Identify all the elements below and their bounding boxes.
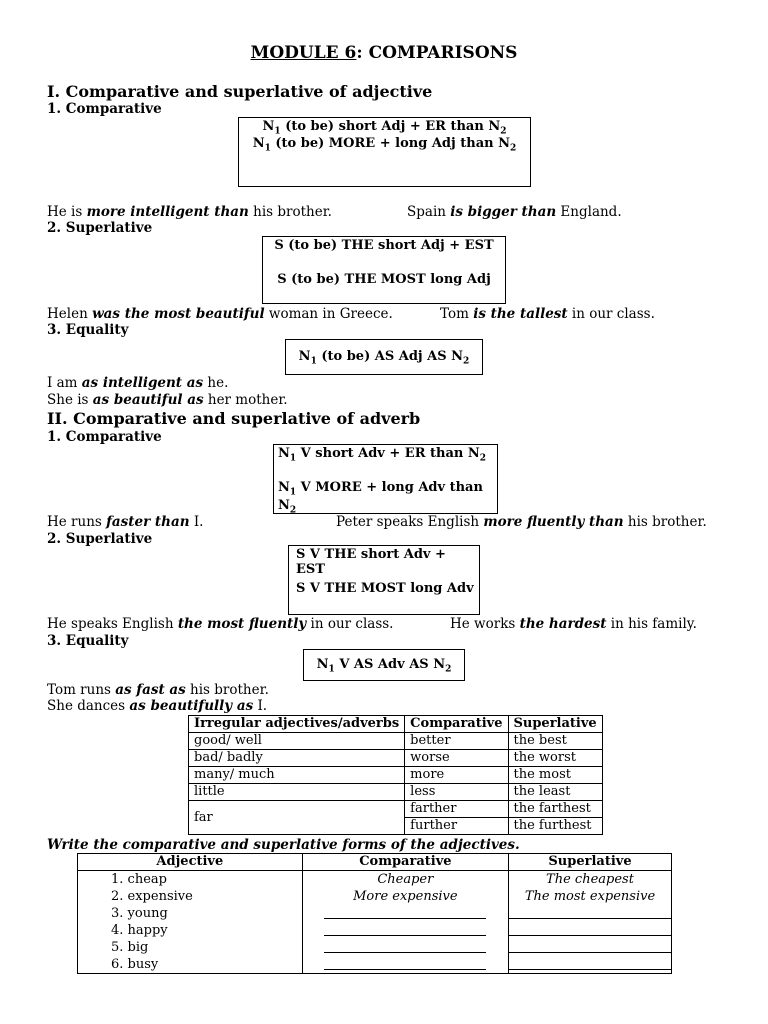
answer-blank[interactable] [509, 922, 671, 936]
answer-text: The most expensive [524, 889, 656, 904]
formula-line: $N_1$ V MORE + long Adv than $N_2$ [278, 480, 483, 516]
s2-superlative-heading: 2. Superlative [47, 531, 153, 547]
table-cell: the best [508, 733, 602, 750]
title-rest: : COMPARISONS [356, 43, 518, 63]
table-cell: further [405, 818, 508, 835]
formula-line: S (to be) THE short Adj + EST [274, 238, 494, 253]
table-cell: many/ much [189, 767, 405, 784]
answer-blank[interactable] [324, 905, 486, 919]
table-cell: good/ well [189, 733, 405, 750]
s1-superlative-formula-box [262, 236, 506, 304]
list-item: 1. cheap [111, 872, 167, 887]
s1-equality-formula-box [285, 339, 483, 375]
table-cell: better [405, 733, 508, 750]
formula-line: $N_1$ (to be) MORE + long Adj than $N_2$ [252, 136, 517, 154]
answer-blank[interactable] [324, 956, 486, 970]
section1-heading: I. Comparative and superlative of adjective [47, 82, 433, 101]
list-item: 2. expensive [111, 889, 193, 904]
answer-blank[interactable] [509, 905, 671, 919]
s1-comparative-formula-box [238, 117, 531, 187]
answer-text: The cheapest [546, 872, 634, 887]
example-sentence: Tom is the tallest in our class. [440, 306, 655, 322]
column-header: Irregular adjectives/adverbs [189, 716, 405, 733]
s2-superlative-formula-box [288, 545, 480, 615]
s2-equality-formula-box [303, 649, 465, 681]
list-item: 4. happy [111, 923, 168, 938]
example-sentence: He is more intelligent than his brother. [47, 204, 332, 220]
table-row [189, 767, 603, 784]
s2-equality-heading: 3. Equality [47, 633, 129, 649]
table-cell: the worst [508, 750, 602, 767]
example-sentence: I am as intelligent as he. [47, 375, 229, 391]
example-sentence: Helen was the most beautiful woman in Greece. [47, 306, 393, 322]
irregular-forms-table [188, 715, 603, 835]
formula-line: $N_1$ V short Adv + ER than $N_2$ [278, 446, 487, 464]
list-item: 6. busy [111, 957, 159, 972]
example-sentence: He speaks English the most fluently in our class. [47, 616, 394, 632]
example-sentence: Peter speaks English more fluently than his brother. [336, 514, 707, 530]
s1-superlative-heading: 2. Superlative [47, 220, 153, 236]
table-header-row [78, 854, 672, 871]
exercise-table [77, 853, 672, 974]
comparative-answers [302, 871, 508, 974]
column-header: Superlative [508, 716, 602, 733]
list-item: 3. young [111, 906, 168, 921]
formula-line: $N_1$ V AS Adv AS $N_2$ [316, 657, 452, 675]
table-row [78, 871, 672, 974]
s2-comparative-formula-box [273, 444, 498, 514]
table-cell: far [189, 801, 405, 835]
adjective-list [78, 871, 303, 974]
formula-line: $N_1$ (to be) short Adj + ER than $N_2$ [262, 119, 507, 137]
example-sentence: Tom runs as fast as his brother. [47, 682, 269, 698]
answer-blank[interactable] [509, 939, 671, 953]
example-sentence: He runs faster than I. [47, 514, 204, 530]
example-sentence: She dances as beautifully as I. [47, 698, 268, 714]
table-cell: the least [508, 784, 602, 801]
table-row [189, 801, 603, 818]
column-header: Comparative [302, 854, 508, 871]
table-row [189, 784, 603, 801]
section2-heading: II. Comparative and superlative of adverb [47, 409, 421, 428]
table-cell: the farthest [508, 801, 602, 818]
column-header: Adjective [78, 854, 303, 871]
answer-blank[interactable] [509, 956, 671, 970]
table-row [189, 750, 603, 767]
s1-comparative-heading: 1. Comparative [47, 101, 162, 117]
table-cell: bad/ badly [189, 750, 405, 767]
superlative-answers [509, 871, 672, 974]
table-cell: the furthest [508, 818, 602, 835]
table-row [189, 733, 603, 750]
column-header: Comparative [405, 716, 508, 733]
answer-text: Cheaper [377, 872, 434, 887]
s1-equality-heading: 3. Equality [47, 322, 129, 338]
list-item: 5. big [111, 940, 149, 955]
table-header-row [189, 716, 603, 733]
formula-line: S (to be) THE MOST long Adj [277, 272, 491, 287]
table-cell: the most [508, 767, 602, 784]
exercise-instruction: Write the comparative and superlative forms of the adjectives. [47, 837, 520, 853]
title-module: MODULE 6 [250, 43, 357, 63]
answer-blank[interactable] [324, 922, 486, 936]
example-sentence: He works the hardest in his family. [450, 616, 697, 632]
s2-comparative-heading: 1. Comparative [47, 429, 162, 445]
table-cell: little [189, 784, 405, 801]
page-title [0, 43, 768, 63]
answer-blank[interactable] [324, 939, 486, 953]
example-sentence: She is as beautiful as her mother. [47, 392, 288, 408]
table-cell: less [405, 784, 508, 801]
formula-line: S V THE short Adv + EST [296, 547, 446, 577]
answer-text: More expensive [353, 889, 458, 904]
example-sentence: Spain is bigger than England. [407, 204, 622, 220]
table-cell: farther [405, 801, 508, 818]
formula-line: S V THE MOST long Adv [296, 581, 474, 596]
column-header: Superlative [509, 854, 672, 871]
table-cell: worse [405, 750, 508, 767]
table-cell: more [405, 767, 508, 784]
formula-line: $N_1$ (to be) AS Adj AS $N_2$ [298, 349, 470, 367]
